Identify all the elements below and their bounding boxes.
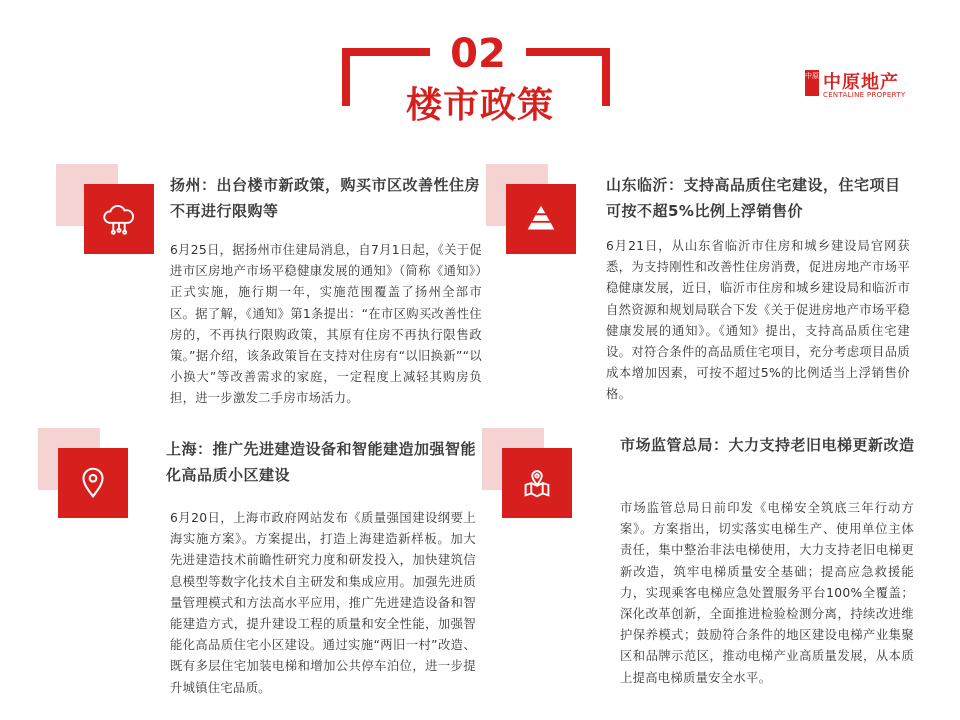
logo-name-en: CENTALINE PROPERTY [823,91,906,99]
brand-logo [805,70,915,104]
logo-name-cn: 中原地产 [823,72,899,93]
card-body: 市场监管总局日前印发《电梯安全筑底三年行动方案》。方案指出，切实落实电梯生产、使用单位主体责任，集中整治非法电梯使用，大力支持老旧电梯更新改造，筑牢电梯质量安全基础；提高应急救援能力，实现乘客电梯应急处置服务平台100%全覆盖；深化改革创新，全面推进检验检测分离，持续改进维护保养模式；鼓励符合条件的地区建设电梯产业集聚区和品牌示范区，推动电梯产业高质量发展，从本质上提高电梯质量安全水平。 [620,501,914,685]
map-pin-icon [502,448,572,518]
card-title: 山东临沂：支持高品质住宅建设，住宅项目可按不超5%比例上浮销售价 [606,176,901,220]
pyramid-icon [506,184,576,254]
location-pin-icon [58,448,128,518]
cloud-network-icon [84,184,154,254]
section-number: 02 [450,31,506,77]
logo-mark: 中原 [805,70,819,96]
card-body: 6月25日，据扬州市住建局消息，自7月1日起，《关于促进市区房地产市场平稳健康发展的通知》（简称《通知》）正式实施，施行期一年，实施范围覆盖了扬州全部市区。据了解，《通知》第1条提出：“在市区购买改善性住房的，不再执行限购政策，其原有住房不再执行限售政策。”据介绍，该条政策旨在支持对住房有“以旧换新”“以小换大”等改善需求的家庭，一定程度上减轻其购房负担，进一步激发二手房市场活力。 [170,243,482,406]
card-title: 市场监管总局：大力支持老旧电梯更新改造 [620,436,915,454]
card-title: 上海：推广先进建造设备和智能建造加强智能化高品质小区建设 [166,440,477,484]
card-body: 6月20日，上海市政府网站发布《质量强国建设纲要上海实施方案》。方案提出，打造上海建造新样板。加大先进建造技术前瞻性研究力度和研发投入，加快建筑信息模型等数字化技术自主研发和集成应用。加强先进质量管理模式和方法高水平应用，推广先进建造设备和智能建造方式，提升建设工程的质量和安全性能，加强智能化高品质住宅小区建设。通过实施“两旧一村”改造、既有多层住宅加装电梯和增加公共停车泊位，进一步提升城镇住宅品质。 [170,511,476,695]
section-title: 楼市政策 [405,85,554,126]
card-body: 6月21日，从山东省临沂市住房和城乡建设局官网获悉，为支持刚性和改善性住房消费，促进房地产市场平稳健康发展，近日，临沂市住房和城乡建设局和临沂市自然资源和规划局联合下发《关于促进房地产市场平稳健康发展的通知》。《通知》提出，支持高品质住宅建设。对符合条件的高品质住宅项目，充分考虑项目品质成本增加因素，可按不超过5%的比例适当上浮销售价格。 [606,239,910,402]
section-header [0,0,960,140]
card-title: 扬州：出台楼市新政策，购买市区改善性住房不再进行限购等 [170,176,481,220]
